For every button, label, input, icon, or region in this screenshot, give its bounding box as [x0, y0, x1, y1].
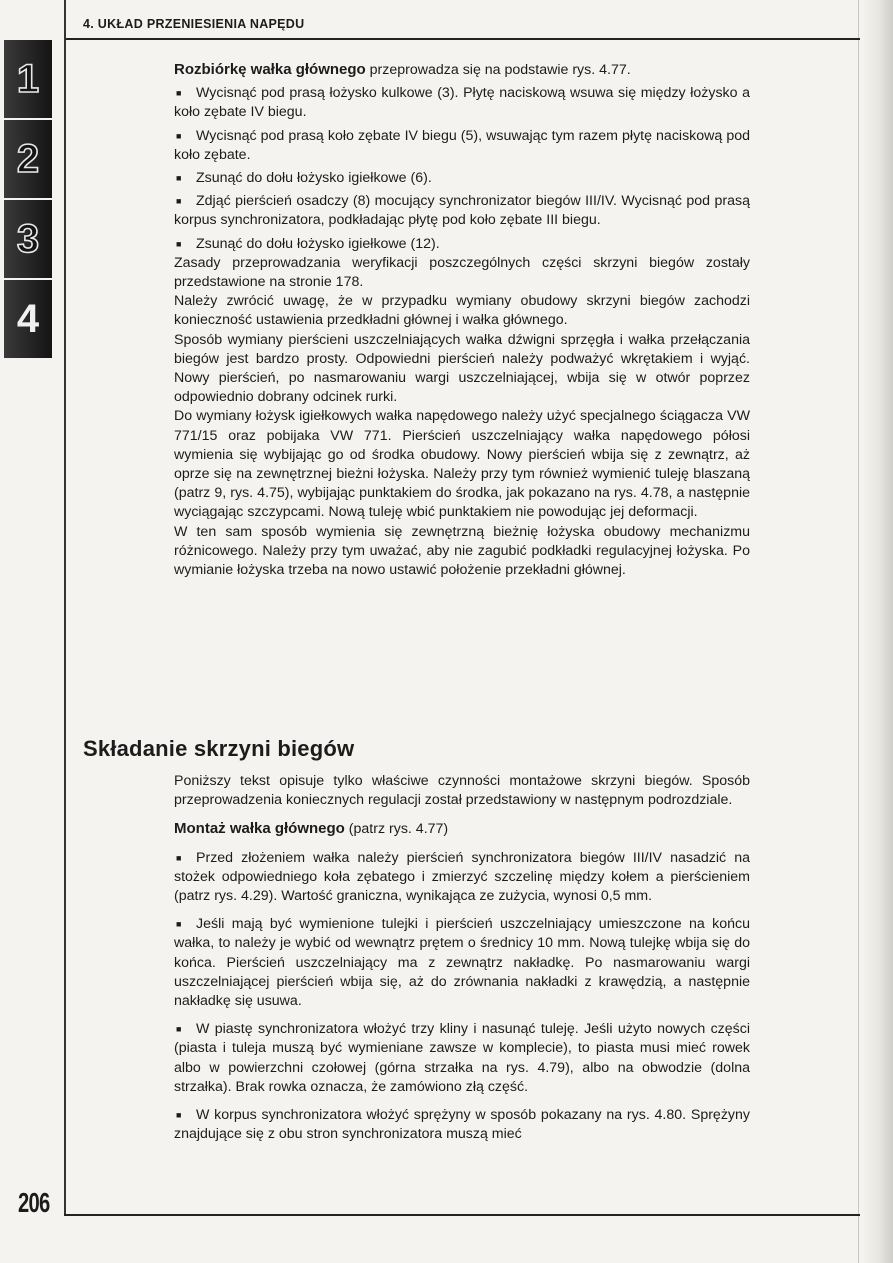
list-item: ■ W korpus synchronizatora włożyć sprężyny w sposób pokazany na rys. 4.80. Sprężyny znajdujące się z obu stron synchronizatora muszą mieć [174, 1106, 750, 1144]
list-item: ■ Wycisnąć pod prasą łożysko kulkowe (3). Płytę naciskową wsuwa się między łożysko a koło zębate IV biegu. [174, 84, 750, 122]
list-item: ■ Jeśli mają być wymienione tulejki i pierścień uszczelniający umieszczone na końcu wałka, to należy je wybić od wewnątrz prętem o średnicy 10 mm. Nową tulejkę wbija się do końca. Pierścień uszczelniający ma z zewnątrz nakładkę. Po nasmarowaniu wargi uszczelniającej pierścień wbija się, aż do zrównania nakładki z krawędzią, a następnie nakładkę się usuwa. [174, 915, 750, 1011]
list-item: ■ W piastę synchronizatora włożyć trzy kliny i nasunąć tuleję. Jeśli użyto nowych części (piasta i tuleja muszą być wymieniane zawsze w komplecie), to piasta musi mieć rowek albo w powierzchni czołowej (górna strzałka na rys. 4.79), albo na obwodzie (dolna strzałka). Brak rowka oznacza, że zamówiono złą część. [174, 1020, 750, 1097]
chapter-tab-3: 3 [4, 200, 52, 280]
section-disassembly [174, 60, 750, 580]
header-rule [64, 38, 860, 40]
paragraph: Do wymiany łożysk igiełkowych wałka napędowego należy użyć specjalnego ściągacza VW 771/15 oraz pobijaka VW 771. Pierścień uszczelniający wałka napędowego półosi wymienia się wybijając go od środka obudowy. Nowy pierścień wbija się z zewnątrz, aż oprze się na zewnętrznej bieżni łożyska. Należy przy tym również wymienić tuleję blaszaną (patrz 9, rys. 4.75), wybijając punktakiem do środka, jak pokazano na rys. 4.78, a następnie wyciągając szczypcami. Nową tuleję wbić punktakiem nie powodując jej deformacji. [174, 408, 750, 521]
page-edge-shadow [863, 0, 893, 1263]
page-edge-line [858, 0, 859, 1263]
section-heading: Składanie skrzyni biegów [83, 736, 355, 761]
chapter-tab-1: 1 [4, 40, 52, 120]
paragraph-intro: Rozbiórkę wałka głównego przeprowadza się na podstawie rys. 4.77. [174, 61, 631, 78]
chapter-tab-4-active: 4 [4, 280, 52, 360]
list-item: ■ Zsunąć do dołu łożysko igiełkowe (6). [174, 169, 750, 188]
left-margin-rule [64, 0, 66, 1215]
chapter-tabs [0, 40, 64, 360]
list-item: ■ Wycisnąć pod prasą koło zębate IV biegu (5), wsuwając tym razem płytę naciskową pod koło zębate. [174, 127, 750, 165]
list-item: ■ Zdjąć pierścień osadczy (8) mocujący synchronizator biegów III/IV. Wycisnąć pod prasą korpus synchronizatora, podkładając płytę pod koło zębate III biegu. [174, 192, 750, 230]
paragraph: Sposób wymiany pierścieni uszczelniających wałka dźwigni sprzęgła i wałka przełączania biegów jest bardzo prosty. Odpowiedni pierścień należy podważyć wkrętakiem i wyjąć. Nowy pierścień, po nasmarowaniu wargi uszczelniającej, wbija się w otwór poprzez odpowiednio dobrany odcinek rurki. [174, 331, 750, 406]
page-number: 206 [18, 1187, 50, 1218]
chapter-tab-2: 2 [4, 120, 52, 200]
section-assembly [174, 772, 750, 1144]
paragraph: W ten sam sposób wymienia się zewnętrzną bieżnię łożyska obudowy mechanizmu różnicowego. Należy przy tym uważać, aby nie zagubić podkładki regulacyjnej łożyska. Po wymianie łożyska trzeba na nowo ustawić położenie przekładni głównej. [174, 523, 750, 579]
paragraph: Zasady przeprowadzania weryfikacji poszczególnych części skrzyni biegów zostały przedstawione na stronie 178. [174, 254, 750, 291]
paragraph-intro: Poniższy tekst opisuje tylko właściwe czynności montażowe skrzyni biegów. Sposób przeprowadzenia koniecznych regulacji został przedstawiony w następnym podrozdziale. [174, 773, 750, 809]
footer-rule [64, 1214, 860, 1216]
subsection-heading: Montaż wałka głównego (patrz rys. 4.77) [174, 820, 449, 838]
running-header: 4. UKŁAD PRZENIESIENIA NAPĘDU [83, 17, 305, 31]
paragraph: Należy zwrócić uwagę, że w przypadku wymiany obudowy skrzyni biegów zachodzi konieczność ustawienia przedkładni głównej i wałka głównego. [174, 293, 750, 329]
list-item: ■ Zsunąć do dołu łożysko igiełkowe (12). [174, 235, 750, 254]
list-item: ■ Przed złożeniem wałka należy pierścień synchronizatora biegów III/IV nasadzić na stożek odpowiedniego koła zębatego i zmierzyć szczelinę między kołem a pierścieniem (patrz rys. 4.29). Wartość graniczna, wynikająca ze zużycia, wynosi 0,5 mm. [174, 849, 750, 907]
